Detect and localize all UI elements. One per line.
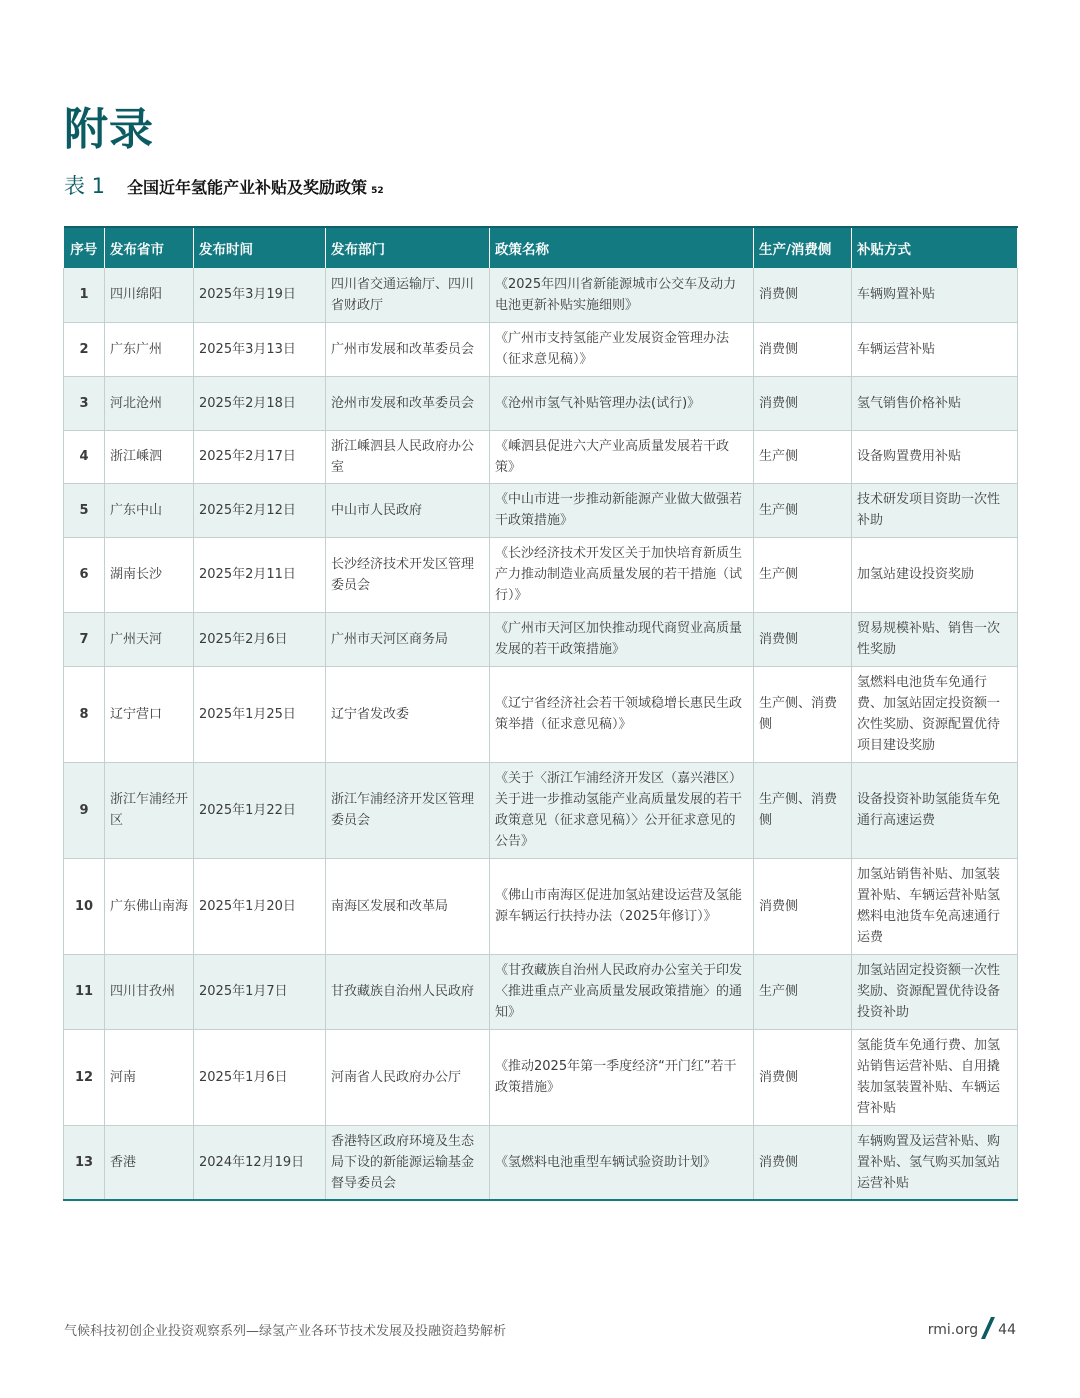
header-side: 生产/消费侧 (754, 227, 852, 268)
cell-province: 香港 (105, 1125, 194, 1200)
table-row (64, 1125, 1018, 1200)
cell-province: 广东佛山南海 (105, 858, 194, 954)
cell-index: 13 (64, 1125, 105, 1200)
cell-date: 2025年1月22日 (194, 762, 326, 858)
footer-page-number: 44 (998, 1322, 1016, 1338)
cell-side: 消费侧 (754, 376, 852, 430)
cell-policy-name: 《甘孜藏族自治州人民政府办公室关于印发〈推进重点产业高质量发展政策措施〉的通知》 (490, 954, 754, 1029)
header-province: 发布省市 (105, 227, 194, 268)
table-row (64, 483, 1018, 537)
cell-date: 2024年12月19日 (194, 1125, 326, 1200)
cell-date: 2025年1月7日 (194, 954, 326, 1029)
cell-policy-name: 《关于〈浙江乍浦经济开发区（嘉兴港区）关于进一步推动氢能产业高质量发展的若干政策意见（征求意见稿）〉公开征求意见的公告》 (490, 762, 754, 858)
cell-policy-name: 《推动2025年第一季度经济“开门红”若干政策措施》 (490, 1029, 754, 1125)
cell-date: 2025年1月25日 (194, 666, 326, 762)
cell-subsidy-type: 车辆运营补贴 (852, 322, 1018, 376)
cell-subsidy-type: 技术研发项目资助一次性补助 (852, 483, 1018, 537)
table-number: 表 1 (64, 174, 106, 198)
table-row (64, 537, 1018, 612)
cell-side: 消费侧 (754, 612, 852, 666)
header-subsidy-type: 补贴方式 (852, 227, 1018, 268)
table-row (64, 1029, 1018, 1125)
table-row (64, 322, 1018, 376)
cell-side: 生产侧、消费侧 (754, 666, 852, 762)
cell-subsidy-type: 设备购置费用补贴 (852, 430, 1018, 483)
cell-index: 3 (64, 376, 105, 430)
cell-date: 2025年1月6日 (194, 1029, 326, 1125)
cell-side: 生产侧、消费侧 (754, 762, 852, 858)
footer-series-title: 气候科技初创企业投资观察系列—绿氢产业各环节技术发展及投融资趋势解析 (64, 1324, 507, 1339)
cell-date: 2025年2月17日 (194, 430, 326, 483)
cell-index: 6 (64, 537, 105, 612)
cell-side: 生产侧 (754, 483, 852, 537)
table-row (64, 762, 1018, 858)
cell-department: 南海区发展和改革局 (326, 858, 490, 954)
cell-department: 辽宁省发改委 (326, 666, 490, 762)
cell-subsidy-type: 设备投资补助氢能货车免通行高速运费 (852, 762, 1018, 858)
cell-subsidy-type: 车辆购置及运营补贴、购置补贴、氢气购买加氢站运营补贴 (852, 1125, 1018, 1200)
cell-date: 2025年1月20日 (194, 858, 326, 954)
cell-date: 2025年3月19日 (194, 268, 326, 322)
table-row (64, 376, 1018, 430)
cell-index: 5 (64, 483, 105, 537)
cell-province: 四川绵阳 (105, 268, 194, 322)
cell-policy-name: 《佛山市南海区促进加氢站建设运营及氢能源车辆运行扶持办法（2025年修订）》 (490, 858, 754, 954)
cell-policy-name: 《辽宁省经济社会若干领域稳增长惠民生政策举措（征求意见稿）》 (490, 666, 754, 762)
cell-index: 8 (64, 666, 105, 762)
cell-department: 广州市天河区商务局 (326, 612, 490, 666)
cell-date: 2025年2月11日 (194, 537, 326, 612)
cell-index: 7 (64, 612, 105, 666)
cell-province: 河南 (105, 1029, 194, 1125)
cell-policy-name: 《广州市支持氢能产业发展资金管理办法（征求意见稿）》 (490, 322, 754, 376)
header-department: 发布部门 (326, 227, 490, 268)
slash-icon (980, 1316, 996, 1344)
cell-date: 2025年2月12日 (194, 483, 326, 537)
cell-side: 生产侧 (754, 537, 852, 612)
cell-policy-name: 《嵊泗县促进六大产业高质量发展若干政策》 (490, 430, 754, 483)
cell-department: 甘孜藏族自治州人民政府 (326, 954, 490, 1029)
cell-side: 消费侧 (754, 268, 852, 322)
cell-province: 四川甘孜州 (105, 954, 194, 1029)
cell-date: 2025年2月6日 (194, 612, 326, 666)
cell-department: 长沙经济技术开发区管理委员会 (326, 537, 490, 612)
cell-policy-name: 《沧州市氢气补贴管理办法(试行)》 (490, 376, 754, 430)
cell-side: 消费侧 (754, 1029, 852, 1125)
footer-page-info (928, 1316, 1016, 1344)
cell-subsidy-type: 氢能货车免通行费、加氢站销售运营补贴、自用撬装加氢装置补贴、车辆运营补贴 (852, 1029, 1018, 1125)
cell-policy-name: 《广州市天河区加快推动现代商贸业高质量发展的若干政策措施》 (490, 612, 754, 666)
cell-side: 消费侧 (754, 1125, 852, 1200)
table-row (64, 954, 1018, 1029)
cell-department: 河南省人民政府办公厅 (326, 1029, 490, 1125)
cell-subsidy-type: 氢燃料电池货车免通行费、加氢站固定投资额一次性奖励、资源配置优待项目建设奖励 (852, 666, 1018, 762)
cell-department: 浙江嵊泗县人民政府办公室 (326, 430, 490, 483)
table-row (64, 430, 1018, 483)
cell-policy-name: 《氢燃料电池重型车辆试验资助计划》 (490, 1125, 754, 1200)
cell-department: 浙江乍浦经济开发区管理委员会 (326, 762, 490, 858)
cell-side: 生产侧 (754, 430, 852, 483)
cell-index: 2 (64, 322, 105, 376)
table-caption (64, 170, 384, 200)
footer-site[interactable]: rmi.org (927, 1322, 979, 1338)
cell-subsidy-type: 加氢站销售补贴、加氢装置补贴、车辆运营补贴氢燃料电池货车免高速通行运费 (852, 858, 1018, 954)
cell-index: 10 (64, 858, 105, 954)
cell-subsidy-type: 加氢站建设投资奖励 (852, 537, 1018, 612)
cell-province: 广东广州 (105, 322, 194, 376)
cell-department: 四川省交通运输厅、四川省财政厅 (326, 268, 490, 322)
cell-department: 沧州市发展和改革委员会 (326, 376, 490, 430)
policy-table (63, 226, 1018, 1201)
cell-province: 辽宁营口 (105, 666, 194, 762)
table-title: 全国近年氢能产业补贴及奖励政策 (127, 178, 368, 197)
cell-department: 广州市发展和改革委员会 (326, 322, 490, 376)
cell-policy-name: 《2025年四川省新能源城市公交车及动力电池更新补贴实施细则》 (490, 268, 754, 322)
table-header-row (64, 227, 1018, 268)
cell-index: 12 (64, 1029, 105, 1125)
cell-subsidy-type: 氢气销售价格补贴 (852, 376, 1018, 430)
cell-province: 广东中山 (105, 483, 194, 537)
cell-subsidy-type: 贸易规模补贴、销售一次性奖励 (852, 612, 1018, 666)
header-policy-name: 政策名称 (490, 227, 754, 268)
cell-side: 消费侧 (754, 322, 852, 376)
cell-province: 广州天河 (105, 612, 194, 666)
cell-department: 中山市人民政府 (326, 483, 490, 537)
header-date: 发布时间 (194, 227, 326, 268)
table-row (64, 666, 1018, 762)
cell-index: 4 (64, 430, 105, 483)
cell-side: 生产侧 (754, 954, 852, 1029)
cell-province: 湖南长沙 (105, 537, 194, 612)
cell-subsidy-type: 车辆购置补贴 (852, 268, 1018, 322)
cell-province: 浙江乍浦经开区 (105, 762, 194, 858)
cell-index: 9 (64, 762, 105, 858)
header-index: 序号 (64, 227, 105, 268)
cell-policy-name: 《中山市进一步推动新能源产业做大做强若干政策措施》 (490, 483, 754, 537)
cell-date: 2025年2月18日 (194, 376, 326, 430)
page-title: 附录 (64, 104, 154, 155)
table-row (64, 858, 1018, 954)
cell-policy-name: 《长沙经济技术开发区关于加快培育新质生产力推动制造业高质量发展的若干措施（试行）》 (490, 537, 754, 612)
cell-date: 2025年3月13日 (194, 322, 326, 376)
cell-subsidy-type: 加氢站固定投资额一次性奖励、资源配置优待设备投资补助 (852, 954, 1018, 1029)
cell-province: 河北沧州 (105, 376, 194, 430)
cell-department: 香港特区政府环境及生态局下设的新能源运输基金督导委员会 (326, 1125, 490, 1200)
cell-index: 11 (64, 954, 105, 1029)
cell-province: 浙江嵊泗 (105, 430, 194, 483)
table-row (64, 268, 1018, 322)
footnote-ref: 52 (371, 186, 384, 196)
table-row (64, 612, 1018, 666)
cell-index: 1 (64, 268, 105, 322)
cell-side: 消费侧 (754, 858, 852, 954)
